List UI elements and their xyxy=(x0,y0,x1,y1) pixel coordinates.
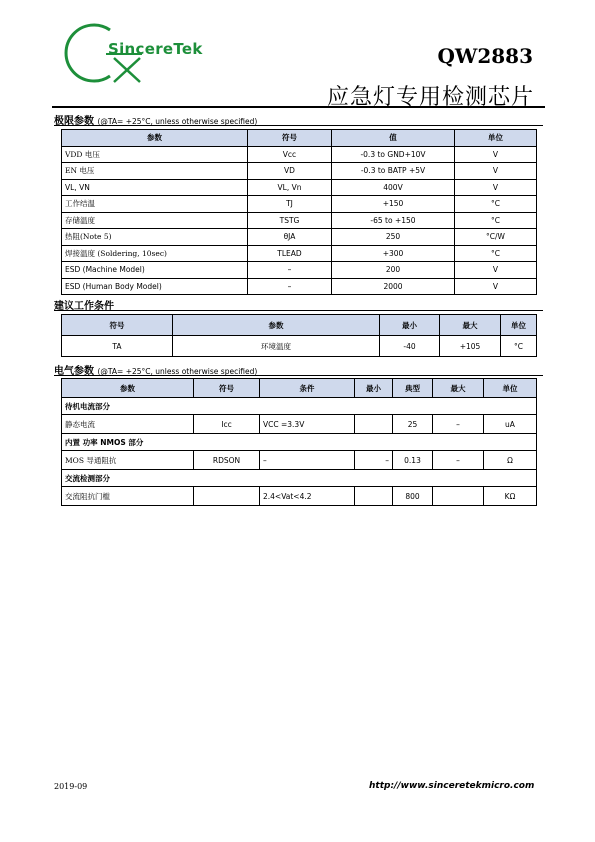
table-row xyxy=(62,336,537,357)
unit-cell: °C xyxy=(455,245,537,262)
brand-name: SincereTek xyxy=(108,40,203,58)
column-header: 单位 xyxy=(501,315,537,336)
column-header: 典型 xyxy=(393,379,433,398)
unit-cell: uA xyxy=(484,415,537,434)
symbol-cell xyxy=(194,487,260,506)
table-header-row xyxy=(62,130,537,147)
symbol-cell: RDSON xyxy=(194,451,260,470)
symbol-cell: VD xyxy=(248,163,332,180)
unit-cell: °C xyxy=(455,212,537,229)
group-row xyxy=(62,398,537,415)
part-number: QW2883 xyxy=(437,44,533,68)
column-header: 最大 xyxy=(433,379,484,398)
param-cell: 热阻(Note 5) xyxy=(62,229,248,246)
table-row xyxy=(62,146,537,163)
column-header: 参数 xyxy=(62,379,194,398)
column-header: 值 xyxy=(332,130,455,147)
param-cell: VDD 电压 xyxy=(62,146,248,163)
recommended-table xyxy=(61,314,537,357)
symbol-cell: θJA xyxy=(248,229,332,246)
abs-max-title: 极限参数 xyxy=(54,116,94,127)
condition-cell: – xyxy=(260,451,355,470)
value-cell: -0.3 to BATP +5V xyxy=(332,163,455,180)
table-header-row xyxy=(62,379,537,398)
column-header: 符号 xyxy=(194,379,260,398)
table-row xyxy=(62,451,537,470)
min-cell: -40 xyxy=(380,336,440,357)
section-rule xyxy=(54,310,543,311)
header-rule xyxy=(52,106,545,108)
section-rule xyxy=(54,375,543,376)
electrical-note: (@TA= +25°C, unless otherwise specified) xyxy=(97,367,258,376)
symbol-cell: TJ xyxy=(248,196,332,213)
column-header: 参数 xyxy=(62,130,248,147)
group-label: 待机电流部分 xyxy=(62,398,537,415)
value-cell: -65 to +150 xyxy=(332,212,455,229)
param-cell: 存储温度 xyxy=(62,212,248,229)
value-cell: -0.3 to GND+10V xyxy=(332,146,455,163)
param-cell: 工作结温 xyxy=(62,196,248,213)
table-row xyxy=(62,262,537,279)
min-cell xyxy=(355,415,393,434)
param-cell: ESD (Human Body Model) xyxy=(62,278,248,295)
table-row xyxy=(62,229,537,246)
table-row xyxy=(62,179,537,196)
table-row xyxy=(62,415,537,434)
value-cell: 200 xyxy=(332,262,455,279)
column-header: 参数 xyxy=(173,315,380,336)
symbol-cell: TSTG xyxy=(248,212,332,229)
value-cell: 250 xyxy=(332,229,455,246)
max-cell xyxy=(433,487,484,506)
param-cell: MOS 导通阻抗 xyxy=(62,451,194,470)
electrical-title: 电气参数 xyxy=(54,366,94,377)
unit-cell: V xyxy=(455,163,537,180)
electrical-table xyxy=(61,378,537,506)
table-row xyxy=(62,278,537,295)
group-label: 交流检测部分 xyxy=(62,470,537,487)
document-subtitle: 应急灯专用检测芯片 xyxy=(326,85,534,110)
unit-cell: °C xyxy=(501,336,537,357)
symbol-cell: Vcc xyxy=(248,146,332,163)
value-cell: 400V xyxy=(332,179,455,196)
column-header: 符号 xyxy=(62,315,173,336)
typ-cell: 25 xyxy=(393,415,433,434)
condition-cell: 2.4<Vat<4.2 xyxy=(260,487,355,506)
footer-url-link[interactable]: http://www.sinceretekmicro.com xyxy=(369,781,535,791)
table-row xyxy=(62,212,537,229)
column-header: 最小 xyxy=(355,379,393,398)
group-row xyxy=(62,470,537,487)
value-cell: 2000 xyxy=(332,278,455,295)
abs-max-table xyxy=(61,129,537,295)
company-logo xyxy=(64,18,234,88)
column-header: 单位 xyxy=(455,130,537,147)
symbol-cell: – xyxy=(248,278,332,295)
column-header: 最小 xyxy=(380,315,440,336)
param-cell: 交流阻抗门槛 xyxy=(62,487,194,506)
symbol-cell: Icc xyxy=(194,415,260,434)
param-cell: 焊接温度 (Soldering, 10sec) xyxy=(62,245,248,262)
typ-cell: 0.13 xyxy=(393,451,433,470)
group-row xyxy=(62,434,537,451)
table-row xyxy=(62,163,537,180)
unit-cell: Ω xyxy=(484,451,537,470)
column-header: 符号 xyxy=(248,130,332,147)
value-cell: +150 xyxy=(332,196,455,213)
column-header: 最大 xyxy=(440,315,501,336)
max-cell: – xyxy=(433,415,484,434)
table-row xyxy=(62,245,537,262)
unit-cell: °C/W xyxy=(455,229,537,246)
group-label: 内置 功率 NMOS 部分 xyxy=(62,434,537,451)
value-cell: +300 xyxy=(332,245,455,262)
min-cell xyxy=(355,487,393,506)
unit-cell: KΩ xyxy=(484,487,537,506)
footer-date: 2019-09 xyxy=(54,782,88,791)
symbol-cell: TA xyxy=(62,336,173,357)
param-cell: EN 电压 xyxy=(62,163,248,180)
unit-cell: V xyxy=(455,262,537,279)
param-cell: VL, VN xyxy=(62,179,248,196)
symbol-cell: VL, Vn xyxy=(248,179,332,196)
abs-max-note: (@TA= +25°C, unless otherwise specified) xyxy=(97,117,258,126)
param-cell: 环境温度 xyxy=(173,336,380,357)
symbol-cell: TLEAD xyxy=(248,245,332,262)
unit-cell: V xyxy=(455,179,537,196)
unit-cell: °C xyxy=(455,196,537,213)
max-cell: – xyxy=(433,451,484,470)
unit-cell: V xyxy=(455,146,537,163)
table-row xyxy=(62,196,537,213)
symbol-cell: – xyxy=(248,262,332,279)
column-header: 条件 xyxy=(260,379,355,398)
column-header: 单位 xyxy=(484,379,537,398)
table-header-row xyxy=(62,315,537,336)
recommended-title: 建议工作条件 xyxy=(54,301,114,312)
typ-cell: 800 xyxy=(393,487,433,506)
max-cell: +105 xyxy=(440,336,501,357)
min-cell: – xyxy=(355,451,393,470)
unit-cell: V xyxy=(455,278,537,295)
param-cell: ESD (Machine Model) xyxy=(62,262,248,279)
condition-cell: VCC =3.3V xyxy=(260,415,355,434)
table-row xyxy=(62,487,537,506)
param-cell: 静态电流 xyxy=(62,415,194,434)
section-rule xyxy=(54,125,543,126)
